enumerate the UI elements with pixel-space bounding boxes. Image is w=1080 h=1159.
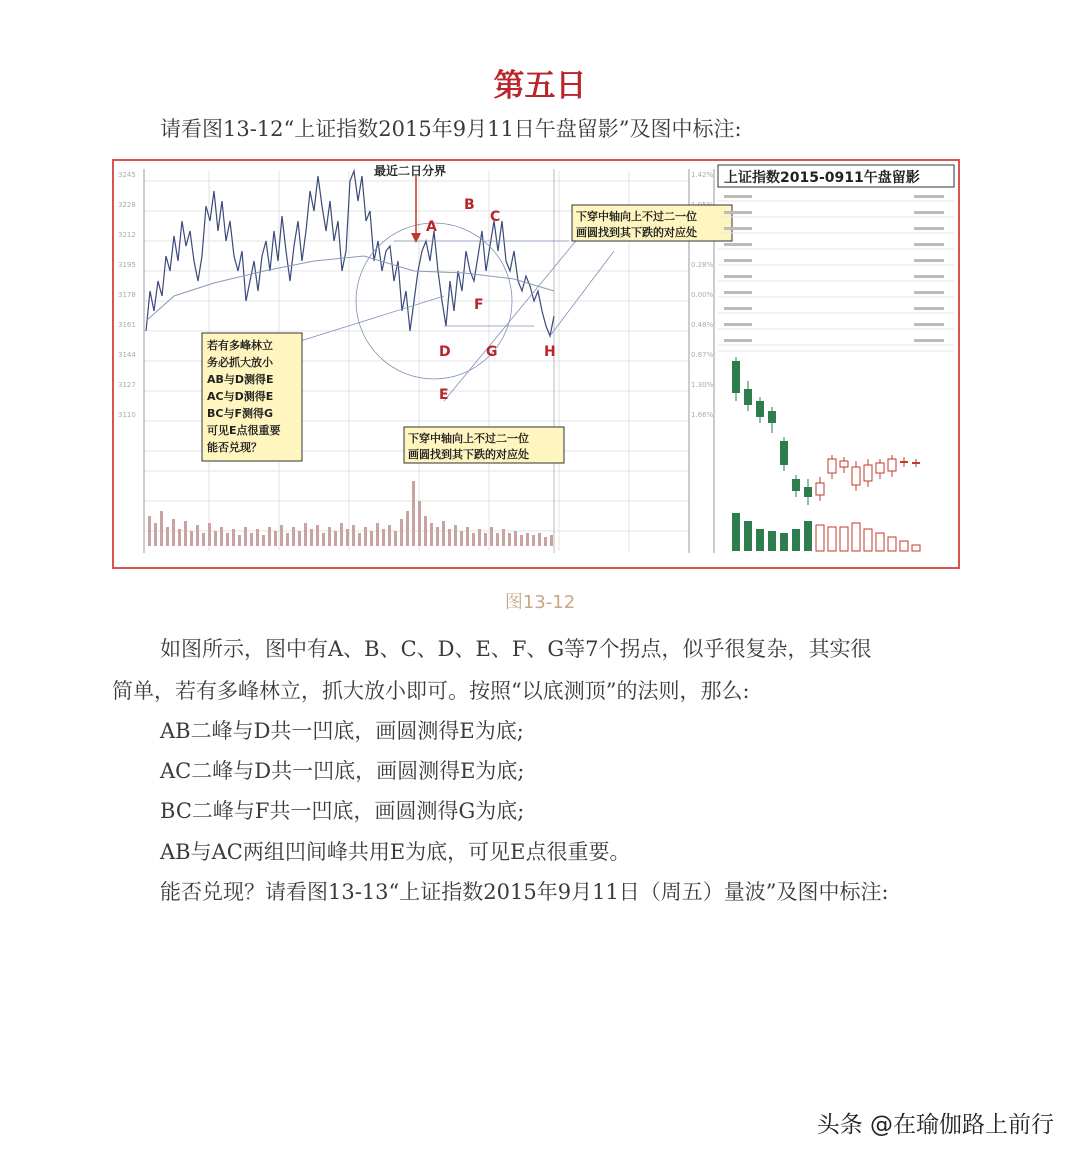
svg-text:若有多峰林立: 若有多峰林立 xyxy=(207,339,273,352)
point-e: E xyxy=(439,387,449,403)
svg-text:0.00%: 0.00% xyxy=(691,291,714,299)
svg-text:AC与D测得E: AC与D测得E xyxy=(207,390,274,403)
intraday-chart xyxy=(114,161,958,567)
note-bottom xyxy=(404,427,564,463)
svg-text:下穿中轴向上不过二一位: 下穿中轴向上不过二一位 xyxy=(576,210,697,223)
svg-text:能否兑现？: 能否兑现？ xyxy=(207,441,262,454)
point-a: A xyxy=(426,219,437,235)
svg-text:务必抓大放小: 务必抓大放小 xyxy=(207,356,273,369)
body-line-1: 如图所示，图中有A、B、C、D、E、F、G等7个拐点，似乎很复杂，其实很 xyxy=(160,637,872,661)
point-c: C xyxy=(490,209,501,225)
chart-title: 上证指数2015-0911午盘留影 xyxy=(724,170,920,186)
svg-text:1.42%: 1.42% xyxy=(691,171,714,179)
point-labels xyxy=(426,197,556,403)
note-left xyxy=(202,333,302,461)
body-line-4: AC二峰与D共一凹底，画圆测得E为底; xyxy=(160,759,525,783)
svg-text:BC与F测得G: BC与F测得G xyxy=(207,407,273,420)
point-d: D xyxy=(439,344,451,360)
footer-watermark: 头条 @在瑜伽路上前行 xyxy=(816,1112,1054,1138)
body-line-3: AB二峰与D共一凹底，画圆测得E为底; xyxy=(160,719,524,743)
note-right xyxy=(572,205,732,241)
svg-text:3127: 3127 xyxy=(118,381,136,389)
candlesticks xyxy=(732,357,920,505)
svg-text:3228: 3228 xyxy=(118,201,136,209)
svg-text:3161: 3161 xyxy=(118,321,136,329)
svg-text:1.66%: 1.66% xyxy=(691,411,714,419)
svg-text:画圆找到其下跌的对应处: 画圆找到其下跌的对应处 xyxy=(408,448,529,461)
average-line xyxy=(146,256,554,321)
svg-text:3245: 3245 xyxy=(118,171,136,179)
svg-text:下穿中轴向上不过二一位: 下穿中轴向上不过二一位 xyxy=(408,432,529,445)
svg-text:3212: 3212 xyxy=(118,231,136,239)
body-line-6: AB与AC两组凹间峰共用E为底，可见E点很重要。 xyxy=(160,840,631,864)
svg-text:3110: 3110 xyxy=(118,411,136,419)
daily-volume-bars xyxy=(732,513,920,551)
svg-text:0.48%: 0.48% xyxy=(691,321,714,329)
point-f: F xyxy=(474,297,484,313)
svg-text:AB与D测得E: AB与D测得E xyxy=(207,373,274,386)
svg-text:0.87%: 0.87% xyxy=(691,351,714,359)
svg-text:3195: 3195 xyxy=(118,261,136,269)
svg-text:1.30%: 1.30% xyxy=(691,381,714,389)
chart-figure xyxy=(112,159,960,569)
point-g: G xyxy=(486,344,498,360)
body-line-7: 能否兑现？请看图13-13“上证指数2015年9月11日（周五）量波”及图中标注: xyxy=(160,880,889,904)
intro-paragraph: 请看图13-12“上证指数2015年9月11日午盘留影”及图中标注: xyxy=(160,117,742,141)
svg-text:3144: 3144 xyxy=(118,351,136,359)
svg-text:3178: 3178 xyxy=(118,291,136,299)
boundary-label: 最近二日分界 xyxy=(374,164,447,178)
point-h: H xyxy=(544,344,556,360)
body-line-2: 简单，若有多峰林立，抓大放小即可。按照“以底测顶”的法则，那么: xyxy=(112,679,750,703)
figure-caption: 图13-12 xyxy=(504,592,576,613)
svg-text:0.28%: 0.28% xyxy=(691,261,714,269)
body-line-5: BC二峰与F共一凹底，画圆测得G为底; xyxy=(160,799,525,823)
page-heading: 第五日 xyxy=(493,68,587,104)
price-line xyxy=(146,171,554,336)
svg-text:可见E点很重要: 可见E点很重要 xyxy=(207,424,281,437)
point-b: B xyxy=(464,197,475,213)
svg-text:画圆找到其下跌的对应处: 画圆找到其下跌的对应处 xyxy=(576,226,697,239)
